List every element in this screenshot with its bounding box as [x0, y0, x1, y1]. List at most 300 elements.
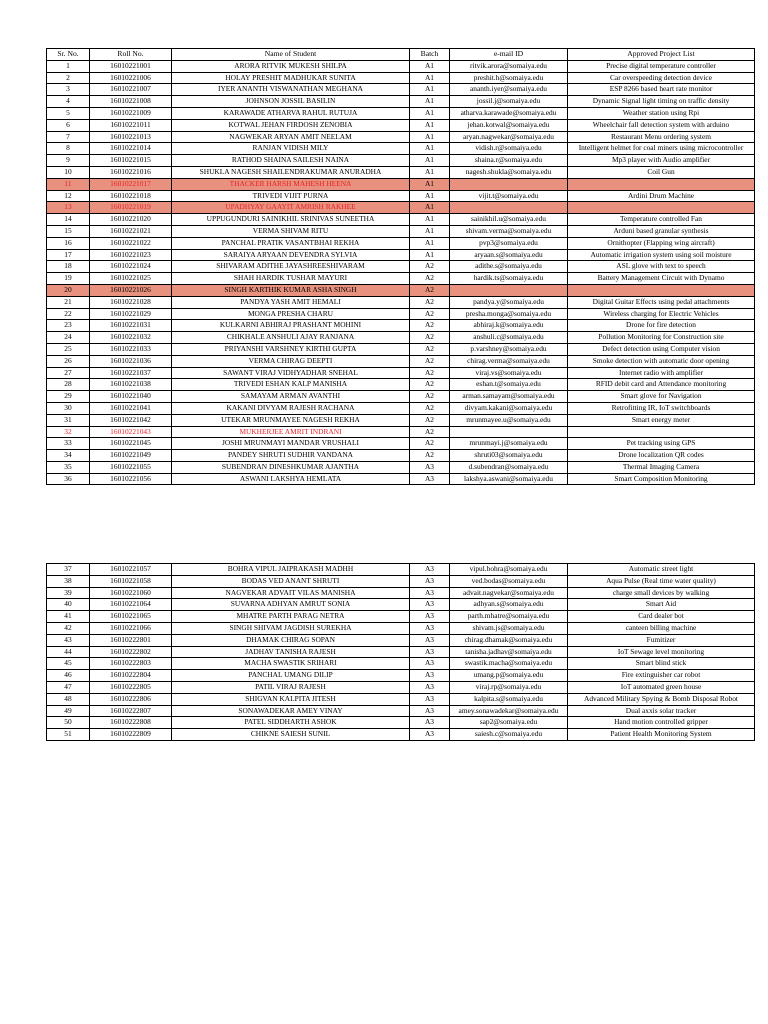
email-cell: swastik.macha@somaiya.edu	[450, 658, 568, 670]
batch-cell: A1	[410, 60, 450, 72]
project-cell: Defect detection using Computer vision	[568, 343, 755, 355]
header-email: e-mail ID	[450, 49, 568, 61]
table-row	[47, 261, 755, 273]
batch-cell: A1	[410, 249, 450, 261]
student-name-cell: PANCHAL UMANG DILIP	[172, 670, 410, 682]
table-row	[47, 202, 755, 214]
roll-no-cell: 16010221058	[90, 575, 172, 587]
sr-no-cell: 21	[47, 296, 90, 308]
sr-no-cell: 23	[47, 320, 90, 332]
email-cell: mrunmayi.j@somaiya.edu	[450, 438, 568, 450]
batch-cell: A2	[410, 343, 450, 355]
student-name-cell: VERMA CHIRAG DEEPTI	[172, 355, 410, 367]
email-cell: sainikhil.u@somaiya.edu	[450, 214, 568, 226]
roll-no-cell: 16010221060	[90, 587, 172, 599]
project-cell: canteen billing machine	[568, 622, 755, 634]
email-cell: vidish.r@somaiya.edu	[450, 143, 568, 155]
sr-no-cell: 44	[47, 646, 90, 658]
batch-cell: A1	[410, 202, 450, 214]
student-name-cell: SAMAYAM ARMAN AVANTHI	[172, 391, 410, 403]
batch-cell: A2	[410, 450, 450, 462]
student-name-cell: SARAIYA ARYAAN DEVENDRA SYLVIA	[172, 249, 410, 261]
email-cell: vipul.bohra@somaiya.edu	[450, 564, 568, 576]
email-cell: advait.nagvekar@somaiya.edu	[450, 587, 568, 599]
roll-no-cell: 16010221037	[90, 367, 172, 379]
email-cell: aryan.nagwekar@somaiya.edu	[450, 131, 568, 143]
email-cell: eshan.t@somaiya.edu	[450, 379, 568, 391]
batch-cell: A1	[410, 72, 450, 84]
roll-no-cell: 16010222804	[90, 670, 172, 682]
table-row	[47, 72, 755, 84]
project-cell	[568, 426, 755, 438]
project-cell: Smart Aid	[568, 599, 755, 611]
roll-no-cell: 16010221040	[90, 391, 172, 403]
table-row	[47, 438, 755, 450]
email-cell: shivam.js@somaiya.edu	[450, 622, 568, 634]
table-row	[47, 296, 755, 308]
email-cell	[450, 426, 568, 438]
email-cell: nagesh.shukla@somaiya.edu	[450, 166, 568, 178]
email-cell: shaina.r@somaiya.edu	[450, 155, 568, 167]
header-student-name: Name of Student	[172, 49, 410, 61]
batch-cell: A3	[410, 658, 450, 670]
batch-cell: A3	[410, 461, 450, 473]
project-cell: Restaurant Menu ordering system	[568, 131, 755, 143]
table-row	[47, 367, 755, 379]
project-cell: Internet radio with amplifier	[568, 367, 755, 379]
table-row	[47, 450, 755, 462]
email-cell: adhyan.s@somaiya.edu	[450, 599, 568, 611]
student-name-cell: SHAH HARDIK TUSHAR MAYURI	[172, 273, 410, 285]
email-cell: jehan.kotwal@somaiya.edu	[450, 119, 568, 131]
sr-no-cell: 35	[47, 461, 90, 473]
project-cell: Automatic irrigation system using soil moisture	[568, 249, 755, 261]
email-cell: shruti03@somaiya.edu	[450, 450, 568, 462]
project-cell: Car overspeeding detection device	[568, 72, 755, 84]
sr-no-cell: 10	[47, 166, 90, 178]
roll-no-cell: 16010221045	[90, 438, 172, 450]
table-row	[47, 658, 755, 670]
email-cell: presha.monga@somaiya.edu	[450, 308, 568, 320]
project-cell: Arduni based granular synthesis	[568, 225, 755, 237]
sr-no-cell: 12	[47, 190, 90, 202]
roll-no-cell: 16010221013	[90, 131, 172, 143]
roll-no-cell: 16010222802	[90, 646, 172, 658]
project-cell: Wheelchair fall detection system with arduino	[568, 119, 755, 131]
batch-cell: A2	[410, 367, 450, 379]
student-name-cell: PRIYANSHI VARSHNEY KIRTHI GUPTA	[172, 343, 410, 355]
sr-no-cell: 8	[47, 143, 90, 155]
email-cell: vijit.t@somaiya.edu	[450, 190, 568, 202]
email-cell: tanisha.jadhav@somaiya.edu	[450, 646, 568, 658]
email-cell: adithe.s@somaiya.edu	[450, 261, 568, 273]
email-cell	[450, 178, 568, 190]
roll-no-cell: 16010221064	[90, 599, 172, 611]
student-name-cell: ARORA RITVIK MUKESH SHILPA	[172, 60, 410, 72]
project-cell	[568, 202, 755, 214]
roll-no-cell: 16010221006	[90, 72, 172, 84]
student-name-cell: PANDEY SHRUTI SUDHIR VANDANA	[172, 450, 410, 462]
table-row	[47, 131, 755, 143]
table-row	[47, 622, 755, 634]
batch-cell: A1	[410, 107, 450, 119]
batch-cell: A2	[410, 414, 450, 426]
email-cell: anshuli.c@somaiya.edu	[450, 332, 568, 344]
project-cell: ASL glove with text to speech	[568, 261, 755, 273]
table-row	[47, 414, 755, 426]
student-name-cell: THACKER HARSH MAHESH HEENA	[172, 178, 410, 190]
roll-no-cell: 16010221036	[90, 355, 172, 367]
sr-no-cell: 7	[47, 131, 90, 143]
student-name-cell: MONGA PRESHA CHARU	[172, 308, 410, 320]
header-project: Approved Project List	[568, 49, 755, 61]
roll-no-cell: 16010221056	[90, 473, 172, 485]
student-name-cell: RATHOD SHAINA SAILESH NAINA	[172, 155, 410, 167]
sr-no-cell: 15	[47, 225, 90, 237]
project-cell: Retrofitting IR, IoT switchboards	[568, 402, 755, 414]
sr-no-cell: 3	[47, 84, 90, 96]
batch-cell: A3	[410, 646, 450, 658]
sr-no-cell: 51	[47, 729, 90, 741]
batch-cell: A3	[410, 599, 450, 611]
batch-cell: A2	[410, 308, 450, 320]
project-cell: Intelligent helmet for coal miners using microcontroller	[568, 143, 755, 155]
student-name-cell: JADHAV TANISHA RAJESH	[172, 646, 410, 658]
table-row	[47, 587, 755, 599]
sr-no-cell: 1	[47, 60, 90, 72]
student-name-cell: BODAS VED ANANT SHRUTI	[172, 575, 410, 587]
batch-cell: A2	[410, 284, 450, 296]
table-row	[47, 611, 755, 623]
roll-no-cell: 16010222807	[90, 705, 172, 717]
project-cell: Precise digital temperature controller	[568, 60, 755, 72]
email-cell: aryaan.s@somaiya.edu	[450, 249, 568, 261]
student-name-cell: PATEL SIDDHARTH ASHOK	[172, 717, 410, 729]
project-cell: Fire extinguisher car robot	[568, 670, 755, 682]
table-row	[47, 681, 755, 693]
header-sr-no: Sr. No.	[47, 49, 90, 61]
project-cell: Coil Gun	[568, 166, 755, 178]
batch-cell: A2	[410, 391, 450, 403]
email-cell: umang.p@somaiya.edu	[450, 670, 568, 682]
roll-no-cell: 16010221022	[90, 237, 172, 249]
student-name-cell: JOHNSON JOSSIL BASILIN	[172, 96, 410, 108]
table-row	[47, 214, 755, 226]
table-row	[47, 575, 755, 587]
roll-no-cell: 16010221011	[90, 119, 172, 131]
batch-cell: A3	[410, 622, 450, 634]
batch-cell: A3	[410, 575, 450, 587]
student-name-cell: PATIL VIRAJ RAJESH	[172, 681, 410, 693]
student-name-cell: MUKHERJEE AMRIT INDRANI	[172, 426, 410, 438]
table-row	[47, 190, 755, 202]
email-cell: sap2@somaiya.edu	[450, 717, 568, 729]
email-cell: arman.samayam@somaiya.edu	[450, 391, 568, 403]
project-cell: Fumitizer	[568, 634, 755, 646]
roll-no-cell: 16010221057	[90, 564, 172, 576]
student-name-cell: PANDYA YASH AMIT HEMALI	[172, 296, 410, 308]
roll-no-cell: 16010221017	[90, 178, 172, 190]
table-row	[47, 96, 755, 108]
student-name-cell: UPADHYAY GAAYIT AMRISH RAKHEE	[172, 202, 410, 214]
student-name-cell: KAKANI DIVYAM RAJESH RACHANA	[172, 402, 410, 414]
student-name-cell: TRIVEDI VIJIT PURNA	[172, 190, 410, 202]
table-body	[47, 564, 755, 741]
email-cell: preshit.h@somaiya.edu	[450, 72, 568, 84]
table-row	[47, 166, 755, 178]
roll-no-cell: 16010221049	[90, 450, 172, 462]
sr-no-cell: 48	[47, 693, 90, 705]
sr-no-cell: 4	[47, 96, 90, 108]
student-name-cell: HOLAY PRESHIT MADHUKAR SUNITA	[172, 72, 410, 84]
roll-no-cell: 16010221021	[90, 225, 172, 237]
batch-cell: A1	[410, 119, 450, 131]
table-row	[47, 705, 755, 717]
project-cell: Drone for fire detection	[568, 320, 755, 332]
roll-no-cell: 16010221014	[90, 143, 172, 155]
sr-no-cell: 41	[47, 611, 90, 623]
sr-no-cell: 13	[47, 202, 90, 214]
table-row	[47, 729, 755, 741]
table-row	[47, 343, 755, 355]
header-row	[47, 49, 755, 61]
project-cell: Automatic street light	[568, 564, 755, 576]
sr-no-cell: 9	[47, 155, 90, 167]
student-name-cell: RANJAN VIDISH MILY	[172, 143, 410, 155]
batch-cell: A2	[410, 355, 450, 367]
table-row	[47, 564, 755, 576]
project-cell: Dual axxis solar tracker	[568, 705, 755, 717]
roll-no-cell: 16010221066	[90, 622, 172, 634]
sr-no-cell: 38	[47, 575, 90, 587]
project-cell: Smart Composition Monitoring	[568, 473, 755, 485]
table-row	[47, 461, 755, 473]
project-cell	[568, 178, 755, 190]
student-name-cell: DHAMAK CHIRAG SOPAN	[172, 634, 410, 646]
email-cell	[450, 284, 568, 296]
project-cell: Advanced Military Spying & Bomb Disposal Robot	[568, 693, 755, 705]
roll-no-cell: 16010221028	[90, 296, 172, 308]
table-row	[47, 599, 755, 611]
sr-no-cell: 47	[47, 681, 90, 693]
roll-no-cell: 16010222809	[90, 729, 172, 741]
batch-cell: A1	[410, 190, 450, 202]
table-row	[47, 225, 755, 237]
project-cell: RFID debit card and Attendance monitoring	[568, 379, 755, 391]
table-row	[47, 60, 755, 72]
sr-no-cell: 6	[47, 119, 90, 131]
project-cell: IoT automated green house	[568, 681, 755, 693]
roll-no-cell: 16010221020	[90, 214, 172, 226]
sr-no-cell: 27	[47, 367, 90, 379]
project-cell: Thermal Imaging Camera	[568, 461, 755, 473]
email-cell: divyam.kakani@somaiya.edu	[450, 402, 568, 414]
student-name-cell: NAGVEKAR ADVAIT VILAS MANISHA	[172, 587, 410, 599]
sr-no-cell: 18	[47, 261, 90, 273]
project-cell: Hand motion controlled gripper	[568, 717, 755, 729]
email-cell: shivam.verma@somaiya.edu	[450, 225, 568, 237]
sr-no-cell: 28	[47, 379, 90, 391]
student-name-cell: ASWANI LAKSHYA HEMLATA	[172, 473, 410, 485]
sr-no-cell: 2	[47, 72, 90, 84]
roll-no-cell: 16010221018	[90, 190, 172, 202]
roll-no-cell: 16010221043	[90, 426, 172, 438]
project-cell: Dynamic Signal light timing on traffic density	[568, 96, 755, 108]
batch-cell: A2	[410, 296, 450, 308]
roll-no-cell: 16010221032	[90, 332, 172, 344]
email-cell: pvp3@somaiya.edu	[450, 237, 568, 249]
email-cell: hardik.ts@somaiya.edu	[450, 273, 568, 285]
table-row	[47, 143, 755, 155]
sr-no-cell: 32	[47, 426, 90, 438]
sr-no-cell: 46	[47, 670, 90, 682]
roll-no-cell: 16010221015	[90, 155, 172, 167]
roll-no-cell: 16010222801	[90, 634, 172, 646]
roll-no-cell: 16010221026	[90, 284, 172, 296]
sr-no-cell: 30	[47, 402, 90, 414]
table-row	[47, 646, 755, 658]
student-name-cell: SINGH SHIVAM JAGDISH SUREKHA	[172, 622, 410, 634]
batch-cell: A2	[410, 402, 450, 414]
sr-no-cell: 16	[47, 237, 90, 249]
table-row	[47, 284, 755, 296]
table-row	[47, 693, 755, 705]
email-cell: ananth.iyer@somaiya.edu	[450, 84, 568, 96]
table-row	[47, 391, 755, 403]
project-cell: Ornithopter (Flapping wing aircraft)	[568, 237, 755, 249]
batch-cell: A1	[410, 178, 450, 190]
batch-cell: A1	[410, 84, 450, 96]
sr-no-cell: 34	[47, 450, 90, 462]
batch-cell: A2	[410, 426, 450, 438]
sr-no-cell: 31	[47, 414, 90, 426]
batch-cell: A3	[410, 611, 450, 623]
student-name-cell: JOSHI MRUNMAYI MANDAR VRUSHALI	[172, 438, 410, 450]
student-name-cell: KOTWAL JEHAN FIRDOSH ZENOBIA	[172, 119, 410, 131]
sr-no-cell: 40	[47, 599, 90, 611]
project-cell: Smart blind stick	[568, 658, 755, 670]
table-row	[47, 178, 755, 190]
student-name-cell: SUBENDRAN DINESHKUMAR AJANTHA	[172, 461, 410, 473]
roll-no-cell: 16010221029	[90, 308, 172, 320]
email-cell: saiesh.c@somaiya.edu	[450, 729, 568, 741]
project-cell: Weather station using Rpi	[568, 107, 755, 119]
project-cell: Wireless charging for Electric Vehicles	[568, 308, 755, 320]
project-cell: Aqua Pulse (Real time water quality)	[568, 575, 755, 587]
batch-cell: A2	[410, 261, 450, 273]
email-cell: atharva.karawade@somaiya.edu	[450, 107, 568, 119]
batch-cell: A3	[410, 681, 450, 693]
sr-no-cell: 14	[47, 214, 90, 226]
sr-no-cell: 45	[47, 658, 90, 670]
email-cell: amey.sonawadekar@somaiya.edu	[450, 705, 568, 717]
sr-no-cell: 17	[47, 249, 90, 261]
roll-no-cell: 16010222803	[90, 658, 172, 670]
project-cell	[568, 284, 755, 296]
batch-cell: A1	[410, 225, 450, 237]
batch-cell: A1	[410, 155, 450, 167]
batch-cell: A1	[410, 237, 450, 249]
project-cell: Smart energy meter	[568, 414, 755, 426]
table-row	[47, 355, 755, 367]
table-row	[47, 308, 755, 320]
student-name-cell: SHIGVAN KALPITA JITESH	[172, 693, 410, 705]
roll-no-cell: 16010221008	[90, 96, 172, 108]
email-cell: lakshya.aswani@somaiya.edu	[450, 473, 568, 485]
email-cell: kalpita.s@somaiya.edu	[450, 693, 568, 705]
email-cell: viraj.rp@somaiya.edu	[450, 681, 568, 693]
roll-no-cell: 16010221041	[90, 402, 172, 414]
email-cell: abhiraj.k@somaiya.edu	[450, 320, 568, 332]
student-name-cell: SHIVARAM ADITHE JAYASHREESHIVARAM	[172, 261, 410, 273]
table-row	[47, 320, 755, 332]
roll-no-cell: 16010221055	[90, 461, 172, 473]
project-cell: Battery Management Circuit with Dynamo	[568, 273, 755, 285]
email-cell: pandya.y@somaiya.edu	[450, 296, 568, 308]
roll-no-cell: 16010221024	[90, 261, 172, 273]
table-row	[47, 273, 755, 285]
project-cell: Pet tracking using GPS	[568, 438, 755, 450]
sr-no-cell: 33	[47, 438, 90, 450]
sr-no-cell: 50	[47, 717, 90, 729]
batch-cell: A2	[410, 438, 450, 450]
roll-no-cell: 16010221033	[90, 343, 172, 355]
batch-cell: A1	[410, 143, 450, 155]
sr-no-cell: 5	[47, 107, 90, 119]
student-name-cell: VERMA SHIVAM RITU	[172, 225, 410, 237]
sr-no-cell: 26	[47, 355, 90, 367]
project-cell: Digital Guitar Effects using pedal attachments	[568, 296, 755, 308]
roll-no-cell: 16010221019	[90, 202, 172, 214]
student-name-cell: MHATRE PARTH PARAG NETRA	[172, 611, 410, 623]
email-cell: ritvik.arora@somaiya.edu	[450, 60, 568, 72]
table-row	[47, 237, 755, 249]
sr-no-cell: 49	[47, 705, 90, 717]
project-cell: charge small devices by walking	[568, 587, 755, 599]
email-cell: ved.bodas@somaiya.edu	[450, 575, 568, 587]
student-name-cell: SHUKLA NAGESH SHAILENDRAKUMAR ANURADHA	[172, 166, 410, 178]
roll-no-cell: 16010221007	[90, 84, 172, 96]
project-cell: Patient Health Monitoring System	[568, 729, 755, 741]
sr-no-cell: 22	[47, 308, 90, 320]
batch-cell: A3	[410, 587, 450, 599]
table-row	[47, 119, 755, 131]
batch-cell: A1	[410, 166, 450, 178]
project-cell: Card dealer bot	[568, 611, 755, 623]
project-cell: Drone localization QR codes	[568, 450, 755, 462]
table-row	[47, 670, 755, 682]
project-cell: Temperature controlled Fan	[568, 214, 755, 226]
table-row	[47, 84, 755, 96]
roll-no-cell: 16010221042	[90, 414, 172, 426]
student-name-cell: MACHA SWASTIK SRIHARI	[172, 658, 410, 670]
student-name-cell: CHIKNE SAIESH SUNIL	[172, 729, 410, 741]
sr-no-cell: 20	[47, 284, 90, 296]
project-cell: Mp3 player with Audio amplifier	[568, 155, 755, 167]
project-cell: Pollution Monitoring for Construction site	[568, 332, 755, 344]
student-project-table-part-2	[46, 563, 755, 741]
roll-no-cell: 16010221065	[90, 611, 172, 623]
roll-no-cell: 16010221009	[90, 107, 172, 119]
sr-no-cell: 11	[47, 178, 90, 190]
sr-no-cell: 43	[47, 634, 90, 646]
batch-cell: A1	[410, 96, 450, 108]
table-row	[47, 249, 755, 261]
sr-no-cell: 36	[47, 473, 90, 485]
roll-no-cell: 16010222805	[90, 681, 172, 693]
table-body	[47, 49, 755, 485]
email-cell: p.varshney@somaiya.edu	[450, 343, 568, 355]
